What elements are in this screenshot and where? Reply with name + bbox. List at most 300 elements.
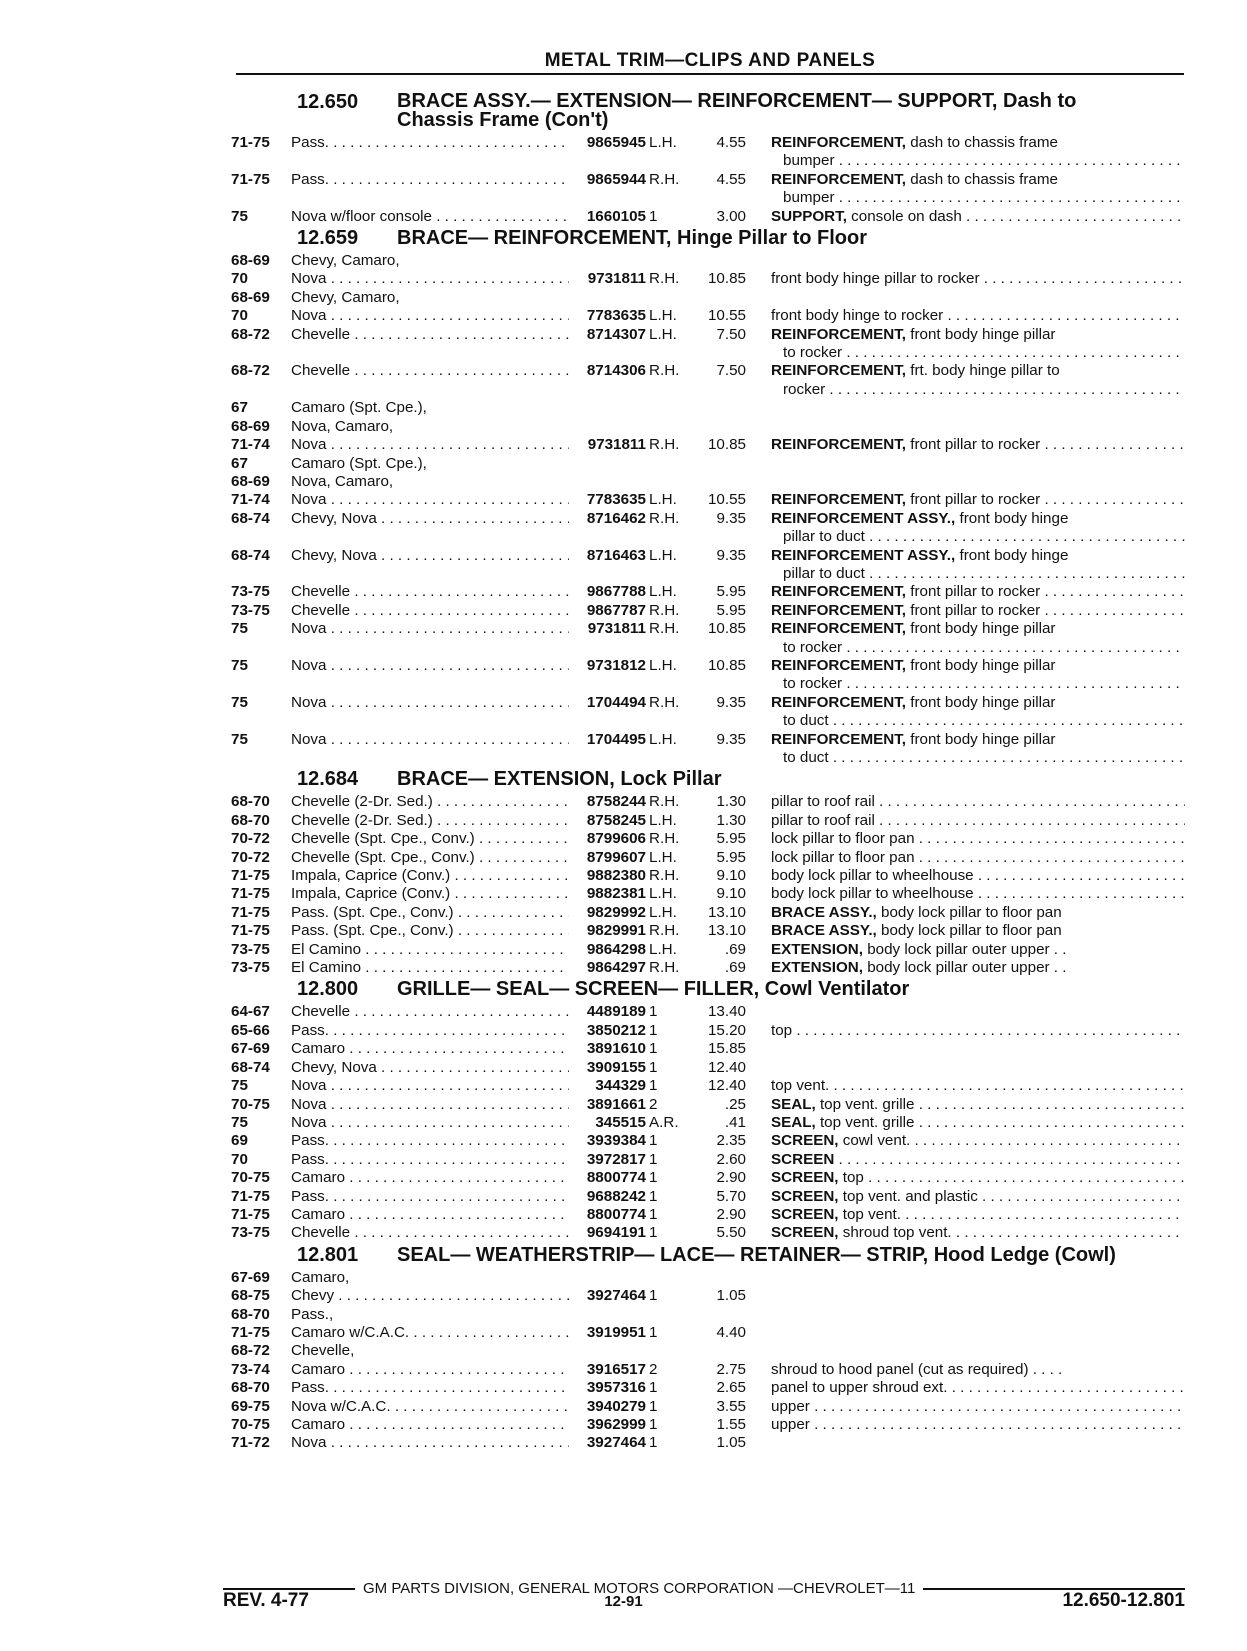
note-text: top xyxy=(771,1021,793,1039)
note-line xyxy=(771,885,1185,903)
model-description: Pass. . . . xyxy=(291,171,569,208)
table-row xyxy=(231,1096,1185,1114)
table-row xyxy=(231,134,1185,171)
price: 5.50 xyxy=(716,1224,746,1242)
note-text: front body hinge to rocker xyxy=(771,307,944,325)
quantity: L.H. xyxy=(649,307,677,325)
table-row xyxy=(231,510,1185,547)
price: 2.90 xyxy=(716,1169,746,1187)
model-description: El Camino . . . xyxy=(291,959,569,977)
note-text: to duct xyxy=(783,749,829,766)
price: 5.95 xyxy=(716,848,746,866)
section-number: 12.800 xyxy=(297,978,359,1001)
note-text: front body hinge xyxy=(955,509,1069,527)
table-row xyxy=(231,1132,1185,1150)
model-year: 69 xyxy=(231,1132,248,1150)
part-number: 9731811 xyxy=(587,620,646,638)
part-note xyxy=(746,1132,1185,1150)
note-line xyxy=(771,1224,1185,1242)
note-text: rocker xyxy=(783,380,826,398)
note-text: body lock pillar outer upper . . xyxy=(863,959,1067,977)
quantity: 1 xyxy=(649,1169,658,1187)
section-number: 12.684 xyxy=(297,768,359,791)
section-title-block xyxy=(397,92,1185,130)
section-title-block xyxy=(397,769,1185,789)
note-part-name: REINFORCEMENT, xyxy=(771,601,907,619)
note-text: front body hinge pillar xyxy=(906,693,1056,711)
section-header xyxy=(231,1243,1185,1269)
quantity: 1 xyxy=(649,207,658,225)
part-number: 9865944 xyxy=(586,170,646,188)
note-line xyxy=(771,602,1185,620)
part-number: 9829992 xyxy=(586,903,646,921)
quantity: L.H. xyxy=(649,730,677,748)
table-row xyxy=(231,473,1185,491)
model-description: Chevelle . . . xyxy=(291,1003,569,1021)
note-text: bumper xyxy=(783,152,835,170)
price: 1.30 xyxy=(716,793,746,811)
price: 9.10 xyxy=(716,867,746,885)
part-number: 9882380 xyxy=(586,867,646,885)
price: 10.85 xyxy=(707,620,746,638)
model-description: Camaro . . . xyxy=(291,1040,569,1058)
model-year: 75 xyxy=(231,656,248,674)
table-row xyxy=(231,1224,1185,1242)
note-line xyxy=(771,1361,1185,1379)
part-note xyxy=(746,1169,1185,1187)
model-description: Chevelle . . . xyxy=(291,583,569,601)
part-number: 3850212 xyxy=(586,1021,646,1039)
quantity: 1 xyxy=(649,1132,658,1150)
table-row xyxy=(231,657,1185,694)
note-text: front body hinge pillar xyxy=(906,325,1056,343)
model-year: 75 xyxy=(231,1077,248,1095)
note-text: cowl vent. xyxy=(838,1132,911,1150)
model-description: Nova . . . xyxy=(291,1077,569,1095)
quantity: R.H. xyxy=(649,270,680,288)
part-number: 9829991 xyxy=(586,922,646,940)
model-description: Chevy, Nova . . . xyxy=(291,1059,569,1077)
part-number: 1704494 xyxy=(586,693,646,711)
part-note xyxy=(746,134,1185,171)
model-year: 71-75 xyxy=(231,1323,270,1341)
note-part-name: SEAL, xyxy=(771,1095,816,1113)
note-line xyxy=(771,749,1185,767)
part-number: 1660105 xyxy=(586,207,646,225)
table-row xyxy=(231,694,1185,731)
note-part-name: SUPPORT, xyxy=(771,207,847,225)
note-line xyxy=(771,547,1185,565)
table-row xyxy=(231,849,1185,867)
note-line xyxy=(771,904,1185,922)
note-text: body lock pillar to floor pan xyxy=(876,903,1062,921)
note-line xyxy=(771,491,1185,509)
model-description: Chevy, Nova . . . xyxy=(291,547,569,584)
part-number: 9864298 xyxy=(586,940,646,958)
note-text: upper xyxy=(771,1416,810,1433)
note-part-name: SCREEN, xyxy=(771,1187,839,1205)
section-number: 12.659 xyxy=(297,227,359,250)
note-line xyxy=(771,510,1185,528)
note-text: body lock pillar to floor pan xyxy=(876,922,1062,940)
note-line xyxy=(771,1206,1185,1224)
model-description: Pass. . . . xyxy=(291,1022,569,1040)
quantity: 1 xyxy=(649,1397,658,1415)
price: 4.40 xyxy=(716,1323,746,1341)
note-text: top vent. xyxy=(771,1077,830,1095)
note-line xyxy=(771,1416,1185,1434)
note-text: to rocker xyxy=(783,675,843,693)
model-year: 68-74 xyxy=(231,509,270,527)
note-part-name: BRACE ASSY., xyxy=(771,903,877,921)
part-number: 8800774 xyxy=(586,1205,646,1223)
part-note xyxy=(746,1379,1185,1397)
model-description: Camaro . . . xyxy=(291,1416,569,1434)
table-row xyxy=(231,1022,1185,1040)
quantity: R.H. xyxy=(649,170,680,188)
model-description: Chevy, Camaro, xyxy=(291,288,400,306)
note-text: panel to upper shroud ext. xyxy=(771,1379,948,1397)
note-line xyxy=(771,344,1185,362)
price: 10.85 xyxy=(707,656,746,674)
note-part-name: EXTENSION, xyxy=(771,959,863,977)
note-text: body lock pillar outer upper . . xyxy=(863,940,1067,958)
table-row xyxy=(231,1077,1185,1095)
note-line xyxy=(771,712,1185,730)
model-year: 73-75 xyxy=(231,583,270,601)
part-number: 8758244 xyxy=(586,793,646,811)
section-header xyxy=(231,767,1185,793)
section-title-block xyxy=(397,228,1185,248)
model-year: 71-75 xyxy=(231,903,270,921)
part-number: 3927464 xyxy=(586,1287,646,1305)
note-line xyxy=(771,675,1185,693)
note-line xyxy=(771,1022,1185,1040)
model-description: Nova w/floor console . . . xyxy=(291,208,569,226)
model-description: Chevy, Nova . . . xyxy=(291,510,569,547)
model-description: Camaro . . . xyxy=(291,1169,569,1187)
model-year: 68-70 xyxy=(231,811,270,829)
model-description: Camaro (Spt. Cpe.), xyxy=(291,399,427,417)
table-row xyxy=(231,1169,1185,1187)
part-number: 3927464 xyxy=(586,1434,646,1452)
part-note xyxy=(746,491,1185,509)
note-line xyxy=(771,326,1185,344)
part-note xyxy=(746,1206,1185,1224)
note-part-name: REINFORCEMENT, xyxy=(771,583,907,601)
model-description: Pass. . . . xyxy=(291,1132,569,1150)
note-line xyxy=(771,867,1185,885)
section-title-continued: Chassis Frame (Con't) xyxy=(397,109,609,131)
section-number: 12.801 xyxy=(297,1243,359,1266)
quantity: L.H. xyxy=(649,940,677,958)
note-line xyxy=(771,1132,1185,1150)
note-text: lock pillar to floor pan xyxy=(771,848,915,866)
model-description: Chevelle . . . xyxy=(291,1224,569,1242)
section-title: SEAL— WEATHERSTRIP— LACE— RETAINER— STRIP, Hood Ledge (Cowl) xyxy=(397,1243,1116,1266)
table-row xyxy=(231,1188,1185,1206)
price: 10.55 xyxy=(707,307,746,325)
price: 12.40 xyxy=(707,1058,746,1076)
table-row xyxy=(231,1416,1185,1434)
part-note xyxy=(746,1003,1185,1021)
quantity: 1 xyxy=(649,1150,658,1168)
note-line xyxy=(771,620,1185,638)
quantity: R.H. xyxy=(649,867,680,885)
part-note xyxy=(746,362,1185,399)
part-number: 9867787 xyxy=(586,601,646,619)
part-note xyxy=(746,1151,1185,1169)
note-text: dash to chassis frame xyxy=(906,170,1058,188)
part-number: 9865945 xyxy=(586,134,646,151)
table-row xyxy=(231,418,1185,436)
model-year: 64-67 xyxy=(231,1003,270,1021)
price: 12.40 xyxy=(707,1077,746,1095)
note-text: upper xyxy=(771,1397,810,1415)
quantity: 1 xyxy=(649,1379,658,1397)
quantity: R.H. xyxy=(649,693,680,711)
table-row xyxy=(231,1059,1185,1077)
part-number: 3957316 xyxy=(586,1379,646,1397)
quantity: L.H. xyxy=(649,491,677,509)
note-text: pillar to duct xyxy=(783,528,865,546)
table-row xyxy=(231,208,1185,226)
model-year: 70-75 xyxy=(231,1095,270,1113)
part-note xyxy=(746,1077,1185,1095)
model-year: 70 xyxy=(231,307,248,325)
part-number: 8758245 xyxy=(586,811,646,829)
note-part-name: REINFORCEMENT, xyxy=(771,620,907,638)
note-line xyxy=(771,307,1185,325)
price: 7.50 xyxy=(716,362,746,380)
quantity: L.H. xyxy=(649,583,677,601)
note-part-name: REINFORCEMENT, xyxy=(771,362,907,380)
note-line xyxy=(771,959,1185,977)
model-description: Chevelle (Spt. Cpe., Conv.) . . . xyxy=(291,849,569,867)
part-number: 3940279 xyxy=(586,1397,646,1415)
quantity: 1 xyxy=(649,1058,658,1076)
part-number: 4489189 xyxy=(586,1003,646,1021)
model-description: Pass. . . . xyxy=(291,1151,569,1169)
model-description: Chevelle . . . xyxy=(291,602,569,620)
price: 15.20 xyxy=(707,1021,746,1039)
quantity: 2 xyxy=(649,1360,658,1378)
quantity: 1 xyxy=(649,1040,658,1058)
quantity: R.H. xyxy=(649,601,680,619)
note-line xyxy=(771,189,1185,207)
part-note xyxy=(746,1096,1185,1114)
model-year: 67-69 xyxy=(231,1040,270,1058)
model-description: Chevelle . . . xyxy=(291,362,569,399)
table-row xyxy=(231,583,1185,601)
model-description: Nova . . . xyxy=(291,731,569,768)
note-text: bumper xyxy=(783,189,835,207)
table-row xyxy=(231,1287,1185,1305)
part-note xyxy=(746,1361,1185,1379)
model-year: 73-75 xyxy=(231,1224,270,1242)
model-description: Chevelle (Spt. Cpe., Conv.) . . . xyxy=(291,830,569,848)
model-year: 67 xyxy=(231,454,248,472)
model-year: 68-74 xyxy=(231,546,270,564)
part-note xyxy=(746,171,1185,208)
table-row xyxy=(231,602,1185,620)
quantity: R.H. xyxy=(649,436,680,454)
part-number: 344329 xyxy=(595,1077,646,1095)
part-number: 9731811 xyxy=(587,270,646,288)
note-text: frt. body hinge pillar to xyxy=(906,362,1060,380)
model-description: Camaro (Spt. Cpe.), xyxy=(291,454,427,472)
model-year: 68-74 xyxy=(231,1058,270,1076)
note-line xyxy=(771,1379,1185,1397)
price: 7.50 xyxy=(716,325,746,343)
note-line xyxy=(771,208,1185,226)
note-line xyxy=(771,171,1185,189)
table-row xyxy=(231,1361,1185,1379)
part-note xyxy=(746,208,1185,226)
section-title: GRILLE— SEAL— SCREEN— FILLER, Cowl Ventilator xyxy=(397,978,910,1001)
note-line xyxy=(771,657,1185,675)
note-part-name: SCREEN, xyxy=(771,1205,839,1223)
note-line xyxy=(771,436,1185,454)
price: 9.10 xyxy=(716,885,746,903)
table-row xyxy=(231,491,1185,509)
price: 2.35 xyxy=(716,1132,746,1150)
model-year: 73-74 xyxy=(231,1360,270,1378)
model-year: 70-72 xyxy=(231,830,270,848)
note-text: front body hinge xyxy=(955,546,1069,564)
note-text: to rocker xyxy=(783,344,843,362)
model-year: 71-74 xyxy=(231,436,270,454)
model-description: Nova w/C.A.C. . . . xyxy=(291,1398,569,1416)
note-text: lock pillar to floor pan xyxy=(771,830,915,848)
price: 4.55 xyxy=(716,170,746,188)
quantity: R.H. xyxy=(649,922,680,940)
model-year: 71-75 xyxy=(231,922,270,940)
model-description: Nova . . . xyxy=(291,620,569,657)
table-row xyxy=(231,436,1185,454)
header-rule xyxy=(236,73,1184,75)
quantity: 1 xyxy=(649,1021,658,1039)
quantity: A.R. xyxy=(649,1113,679,1131)
model-year: 75 xyxy=(231,693,248,711)
price: 1.30 xyxy=(716,811,746,829)
note-text: top vent. grille xyxy=(815,1113,915,1131)
section-title: BRACE ASSY.— EXTENSION— REINFORCEMENT— SUPPORT, Dash to xyxy=(397,90,1077,112)
note-line xyxy=(771,1169,1185,1187)
model-description: Pass. (Spt. Cpe., Conv.) . . . xyxy=(291,904,569,922)
part-note xyxy=(746,885,1185,903)
table-row xyxy=(231,731,1185,768)
note-part-name: REINFORCEMENT, xyxy=(771,656,907,674)
price: 10.55 xyxy=(707,491,746,509)
note-text: front body hinge pillar xyxy=(906,656,1056,674)
price: 9.35 xyxy=(716,546,746,564)
model-year: 71-75 xyxy=(231,1205,270,1223)
note-part-name: SCREEN xyxy=(771,1150,835,1168)
model-year: 68-69 xyxy=(231,472,270,490)
quantity: L.H. xyxy=(649,903,677,921)
note-text: top vent. grille xyxy=(815,1095,915,1113)
note-text: body lock pillar to wheelhouse xyxy=(771,867,974,885)
note-line xyxy=(771,1114,1185,1132)
model-year: 68-69 xyxy=(231,288,270,306)
price: 13.40 xyxy=(707,1003,746,1021)
note-part-name: SCREEN, xyxy=(771,1224,839,1242)
price: .25 xyxy=(724,1095,746,1113)
part-number: 3909155 xyxy=(586,1058,646,1076)
part-note xyxy=(746,657,1185,694)
model-description: Pass. (Spt. Cpe., Conv.) . . . xyxy=(291,922,569,940)
note-part-name: REINFORCEMENT, xyxy=(771,693,907,711)
note-text: pillar to roof rail xyxy=(771,811,875,829)
model-description: Nova, Camaro, xyxy=(291,472,394,490)
note-line xyxy=(771,849,1185,867)
quantity: R.H. xyxy=(649,830,680,848)
note-line xyxy=(771,793,1185,811)
model-description: Camaro . . . xyxy=(291,1206,569,1224)
part-note xyxy=(746,326,1185,363)
note-text: top vent. and plastic xyxy=(838,1187,978,1205)
price: 10.85 xyxy=(707,436,746,454)
section-number: 12.650 xyxy=(297,91,359,113)
model-year: 71-75 xyxy=(231,885,270,903)
parts-catalog xyxy=(231,90,1185,1453)
price: 2.90 xyxy=(716,1205,746,1223)
model-description: Chevy . . . xyxy=(291,1287,569,1305)
model-description: Nova . . . xyxy=(291,694,569,731)
note-part-name: SCREEN, xyxy=(771,1132,839,1150)
quantity: 1 xyxy=(649,1205,658,1223)
note-line xyxy=(771,134,1185,152)
note-line xyxy=(771,270,1185,288)
model-year: 68-70 xyxy=(231,793,270,811)
model-year: 75 xyxy=(231,207,248,225)
note-text: shroud top vent. xyxy=(838,1224,952,1242)
model-description: Camaro . . . xyxy=(291,1361,569,1379)
note-text: front body hinge pillar xyxy=(906,730,1056,748)
table-row xyxy=(231,620,1185,657)
table-row xyxy=(231,289,1185,307)
price: 5.95 xyxy=(716,830,746,848)
note-part-name: REINFORCEMENT ASSY., xyxy=(771,509,956,527)
part-note xyxy=(746,849,1185,867)
part-note xyxy=(746,1416,1185,1434)
part-number: 8716462 xyxy=(586,509,646,527)
model-description: Nova . . . xyxy=(291,1114,569,1132)
model-year: 71-75 xyxy=(231,170,270,188)
model-year: 73-75 xyxy=(231,601,270,619)
price: 5.70 xyxy=(716,1187,746,1205)
part-number: 8714307 xyxy=(586,325,646,343)
model-description: Pass. . . . xyxy=(291,134,569,171)
model-description: Nova . . . xyxy=(291,491,569,509)
model-description: Nova . . . xyxy=(291,657,569,694)
note-text: top vent. xyxy=(838,1205,901,1223)
price: 13.10 xyxy=(707,922,746,940)
table-row xyxy=(231,399,1185,417)
part-note xyxy=(746,1022,1185,1040)
part-note xyxy=(746,510,1185,547)
table-row xyxy=(231,1342,1185,1360)
part-number: 9864297 xyxy=(586,959,646,977)
part-note xyxy=(746,1224,1185,1242)
model-year: 70-75 xyxy=(231,1416,270,1433)
part-number: 9694191 xyxy=(586,1224,646,1242)
note-line xyxy=(771,565,1185,583)
model-description: Impala, Caprice (Conv.) . . . xyxy=(291,885,569,903)
price: 15.85 xyxy=(707,1040,746,1058)
table-row xyxy=(231,867,1185,885)
